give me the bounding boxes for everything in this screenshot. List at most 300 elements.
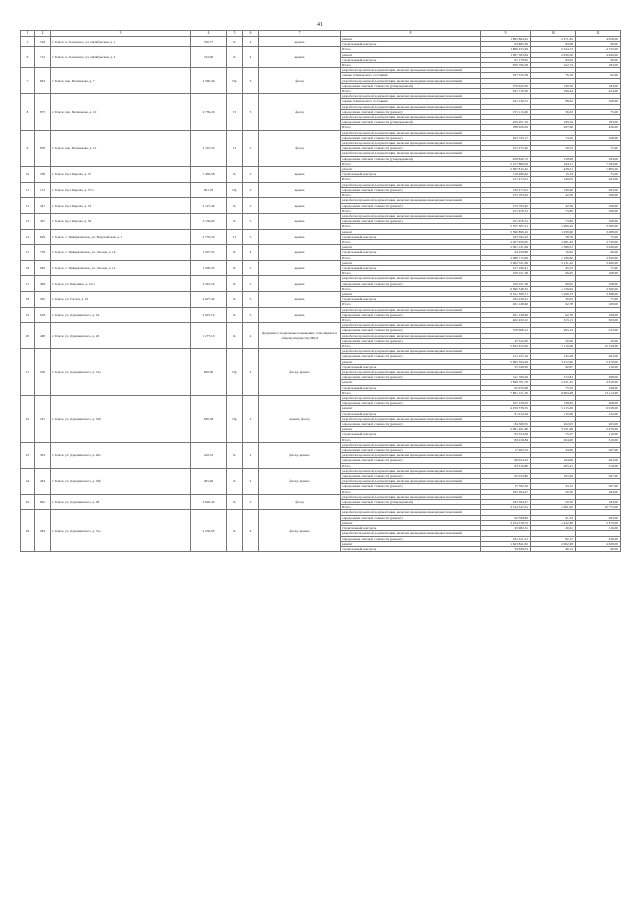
work-description: определение сметной стоимости (ремонт) — [341, 281, 481, 286]
table-body — [21, 31, 621, 552]
cost-per-sqm: 315,13 — [531, 317, 576, 322]
repair-type: фасад — [259, 68, 341, 94]
work-description: ремонт — [341, 380, 481, 385]
object-id: 264 — [35, 468, 51, 494]
row-number: 9 — [21, 130, 35, 166]
object-id: 663 — [35, 68, 51, 94]
area: 1 297,50 — [191, 245, 227, 261]
cost-per-sqm: 92,78 — [531, 302, 576, 307]
object-id: 949 — [35, 260, 51, 276]
cost-per-sqm: 2 062,98 — [531, 541, 576, 546]
cost-total: 459 201,16 — [481, 120, 531, 125]
work-description: Итого — [341, 489, 481, 494]
cost-total: 45 982,31 — [481, 526, 531, 531]
work-description: разработка проектной документации, включая проведение инженерных изысканий — [341, 130, 481, 135]
row-number: 11 — [21, 182, 35, 198]
floors: 5 — [243, 198, 259, 214]
wall-material: К — [227, 47, 243, 68]
cost-per-sqm: 295,13 — [531, 328, 576, 333]
work-description: определение сметной стоимости (ремонт) — [341, 458, 481, 463]
cost-total: 92 598,83 — [481, 515, 531, 520]
object-id: 565 — [35, 291, 51, 307]
cost-total: 127 473,01 — [481, 177, 531, 182]
object-id: 629 — [35, 229, 51, 245]
wall-material: П — [227, 229, 243, 245]
work-description: разработка проектной документации, включая проведение инженерных изысканий — [341, 323, 481, 328]
work-description: разработка проектной документации, включая проведение инженерных изысканий — [341, 276, 481, 281]
cost-per-sqm: 205,21 — [531, 463, 576, 468]
cost-total: 120 473,01 — [481, 187, 531, 192]
cost-per-sqm: 1 939,60 — [531, 229, 576, 234]
work-description: определение сметной стоимости (ремонт) — [341, 338, 481, 343]
work-description: разработка проектной документации, включая проведение инженерных изысканий — [341, 479, 481, 484]
work-description: ремонт — [341, 167, 481, 172]
work-description: Итого — [341, 224, 481, 229]
work-description: определение сметной стоимости (утвержденной) — [341, 83, 481, 88]
row-number: 7 — [21, 68, 35, 94]
object-id: 918 — [35, 307, 51, 323]
address: г. Томск, пер. Батенькова, д. 7 — [51, 68, 191, 94]
cost-total: 65 554,80 — [481, 474, 531, 479]
work-description: определение сметной стоимости (ремонт) — [341, 203, 481, 208]
cost-limit: 267,00 — [576, 484, 621, 489]
cost-limit: 563,00 — [576, 317, 621, 322]
work-description: Итого — [341, 271, 481, 276]
cost-limit: 3 460,00 — [576, 260, 621, 265]
cost-total: 402 450,12 — [481, 317, 531, 322]
row-number: 8 — [21, 94, 35, 130]
cost-total: 2 991 491,80 — [481, 427, 531, 432]
cost-per-sqm: 146,56 — [531, 83, 576, 88]
work-description: Итого — [341, 463, 481, 468]
object-id: 167 — [35, 396, 51, 443]
cost-limit: 6 918,00 — [576, 406, 621, 411]
cost-per-sqm: 90,05 — [531, 271, 576, 276]
area: 3 649,40 — [191, 494, 227, 510]
cost-per-sqm: 7 110,99 — [531, 343, 576, 348]
work-description: строительный контроль — [341, 172, 481, 177]
repair-type: фасад — [259, 494, 341, 510]
cost-limit: 168,00 — [576, 281, 621, 286]
cost-total: 1 907 383,84 — [481, 52, 531, 57]
floors: 5 — [243, 276, 259, 292]
cost-limit: 5 479,00 — [576, 359, 621, 364]
cost-limit: 424,00 — [576, 89, 621, 94]
cost-limit: 263,00 — [576, 354, 621, 359]
wall-material: К — [227, 37, 243, 47]
cost-total: 2 097 815,42 — [481, 167, 531, 172]
work-description: ремонт — [341, 359, 481, 364]
address: г. Томск, пр-т Кирова, д. 56 — [51, 213, 191, 229]
cost-total: 458 840,72 — [481, 156, 531, 161]
cost-limit: 148,00 — [576, 385, 621, 390]
cost-total: 5 557 307,21 — [481, 224, 531, 229]
address: г. Томск, ул. Гоголя, д. 43 — [51, 291, 191, 307]
cost-per-sqm: 2 639,50 — [531, 52, 576, 57]
cost-total: 84 308,55 — [481, 422, 531, 427]
cost-total: 155 275,40 — [481, 146, 531, 151]
cost-per-sqm: 2 524,13 — [531, 47, 576, 52]
repair-type: фундамент; подвальные помещения, относящиеся к общему имуществу МКД — [259, 323, 341, 349]
column-number: 3 — [51, 31, 191, 37]
floors: 5 — [243, 94, 259, 130]
address: г. Томск, пр-т Кирова, д. 37/1 — [51, 182, 191, 198]
cost-total: 261 148,96 — [481, 312, 531, 317]
page-number: 41 — [317, 22, 323, 28]
cost-limit: 3 560,00 — [576, 286, 621, 291]
row-number: 24 — [21, 468, 35, 494]
row-number: 21 — [21, 349, 35, 396]
cost-limit: 116,00 — [576, 364, 621, 369]
row-number: 19 — [21, 307, 35, 323]
work-description: разработка проектной документации, включая проведение инженерных изысканий — [341, 531, 481, 536]
cost-total: 5 832 425,00 — [481, 343, 531, 348]
cost-total: 197 335,38 — [481, 73, 531, 78]
cost-per-sqm: 70,62 — [531, 250, 576, 255]
cost-limit: 263,00 — [576, 458, 621, 463]
wall-material: К — [227, 245, 243, 261]
work-description: разработка проектной документации, включая проведение инженерных изысканий — [341, 349, 481, 354]
cost-total: 5 605 394,29 — [481, 359, 531, 364]
cost-limit: 99,00 — [576, 42, 621, 47]
floors: 5 — [243, 494, 259, 510]
cost-total: 788 209,29 — [481, 125, 531, 130]
work-description: Итого — [341, 390, 481, 395]
object-id: 398 — [35, 276, 51, 292]
cost-total: 1 895 864,45 — [481, 37, 531, 42]
cost-limit: 267,00 — [576, 448, 621, 453]
cost-total: 2 962 521,69 — [481, 260, 531, 265]
cost-total: 17 962,52 — [481, 448, 531, 453]
cost-per-sqm: 20,00 — [531, 338, 576, 343]
floors: 2 — [243, 468, 259, 494]
work-description: ремонт — [341, 427, 481, 432]
work-description: разработка проектной документации, включая проведение инженерных изысканий — [341, 494, 481, 499]
cost-per-sqm: 20,61 — [531, 526, 576, 531]
work-description: Итого — [341, 208, 481, 213]
cost-limit: 168,00 — [576, 135, 621, 140]
work-description: определение сметной стоимости (ремонт) — [341, 484, 481, 489]
cost-total: 17 582,50 — [481, 484, 531, 489]
wall-material: Пр — [227, 182, 243, 198]
floors: 4 — [243, 47, 259, 68]
area: 405,60 — [191, 468, 227, 494]
area: 3 136,00 — [191, 213, 227, 229]
cost-per-sqm: 84,63 — [531, 57, 576, 62]
area: 2 590,46 — [191, 68, 227, 94]
cost-total: 63 885,36 — [481, 42, 531, 47]
cost-limit: 510,00 — [576, 463, 621, 468]
cost-per-sqm: 2 131,22 — [531, 260, 576, 265]
cost-per-sqm: 39,93 — [531, 297, 576, 302]
work-description: ремонт — [341, 37, 481, 42]
cost-per-sqm: 169,34 — [531, 120, 576, 125]
cost-limit: 75,00 — [576, 234, 621, 239]
area: 7 469,58 — [191, 167, 227, 183]
row-number: 16 — [21, 260, 35, 276]
row-number: 12 — [21, 198, 35, 214]
work-description: разработка проектной документации, включая проведение инженерных изысканий — [341, 141, 481, 146]
cost-total: 100 011,58 — [481, 281, 531, 286]
cost-per-sqm: 82,13 — [531, 536, 576, 541]
cost-limit: 4 626,00 — [576, 52, 621, 57]
area: 2 925,10 — [191, 307, 227, 323]
row-number: 14 — [21, 229, 35, 245]
cost-per-sqm: 1 299,13 — [531, 291, 576, 296]
wall-material: К — [227, 291, 243, 307]
object-id: 692 — [35, 494, 51, 510]
cost-limit: 7 394,00 — [576, 161, 621, 166]
address: г. Томск, ул. Дзержинского, д. 24 — [51, 307, 191, 323]
cost-limit: 4 028,00 — [576, 37, 621, 42]
register-table-container — [20, 30, 620, 552]
object-id: 256 — [35, 349, 51, 396]
cost-per-sqm: 56,63 — [531, 109, 576, 114]
cost-total: 55 549,00 — [481, 364, 531, 369]
cost-per-sqm: 145,28 — [531, 354, 576, 359]
cost-limit: 168,00 — [576, 99, 621, 104]
row-number: 25 — [21, 494, 35, 510]
object-id: 739 — [35, 245, 51, 261]
object-id: 338 — [35, 167, 51, 183]
cost-total: 91 912,29 — [481, 411, 531, 416]
floors: 4 — [243, 245, 259, 261]
work-description: строительный контроль — [341, 42, 481, 47]
area: 2 779,50 — [191, 229, 227, 245]
cost-per-sqm: 46,13 — [531, 546, 576, 551]
work-description: Итого — [341, 302, 481, 307]
cost-limit: 236,00 — [576, 536, 621, 541]
work-description: определение сметной стоимости (ремонт) — [341, 109, 481, 114]
cost-per-sqm: 1 159,93 — [531, 286, 576, 291]
repair-type: фасад; крыша — [259, 468, 341, 494]
work-description: строительный контроль — [341, 57, 481, 62]
cost-total: 1 623 841,65 — [481, 541, 531, 546]
work-description: строительный контроль — [341, 250, 481, 255]
address: г. Томск, с. Тимирязевское, ул. Водопойская, д. 1 — [51, 229, 191, 245]
work-description: Итого — [341, 63, 481, 68]
repair-type: крыша — [259, 291, 341, 307]
column-number: 9 — [481, 31, 531, 37]
cost-per-sqm: 74,20 — [531, 135, 576, 140]
wall-material: К — [227, 468, 243, 494]
address: г. Томск, п. Зональное, ул. Октябрьская, д. 2 — [51, 47, 191, 68]
wall-material: Пр — [227, 68, 243, 94]
cost-per-sqm: 146,03 — [531, 177, 576, 182]
wall-material: П — [227, 130, 243, 166]
cost-limit: 3 620,00 — [576, 255, 621, 260]
cost-limit: 268,00 — [576, 375, 621, 380]
work-description: определение сметной стоимости (ремонт) — [341, 474, 481, 479]
floors: 5 — [243, 213, 259, 229]
work-description: ремонт — [341, 520, 481, 525]
cost-per-sqm: 2 471,65 — [531, 37, 576, 42]
cost-total: 155 793,62 — [481, 203, 531, 208]
object-id: 303 — [35, 442, 51, 468]
cost-limit: 168,00 — [576, 312, 621, 317]
work-description: разработка проектной документации, включая проведение инженерных изысканий — [341, 468, 481, 473]
repair-type: фасад; крыша — [259, 442, 341, 468]
cost-per-sqm: 102,93 — [531, 422, 576, 427]
cost-limit: 4 918,00 — [576, 380, 621, 385]
work-description: строительный контроль — [341, 297, 481, 302]
cost-total: 107 159,05 — [481, 401, 531, 406]
cost-limit: 3 628,00 — [576, 245, 621, 250]
floors: 4 — [243, 323, 259, 349]
cost-limit: 5 479,00 — [576, 520, 621, 525]
work-description: Итого — [341, 343, 481, 348]
cost-total: 876 790,28 — [481, 63, 531, 68]
repair-type: крыша — [259, 47, 341, 68]
floors: 5 — [243, 307, 259, 323]
cost-total: 61 178,65 — [481, 57, 531, 62]
work-description: строительный контроль — [341, 364, 481, 369]
cost-total: 116 480,62 — [481, 172, 531, 177]
work-description: строительный контроль — [341, 526, 481, 531]
cost-total: 155 115,60 — [481, 109, 531, 114]
address: г. Томск, ул. Дзержинского, д. 38 — [51, 494, 191, 510]
repair-type: фасад; крыша — [259, 510, 341, 552]
work-description: определение сметной стоимости (ремонт) — [341, 354, 481, 359]
cost-limit: 168,00 — [576, 208, 621, 213]
wall-material: П — [227, 94, 243, 130]
address: г. Томск, ул. Дзержинского, д. 51а — [51, 510, 191, 552]
cost-per-sqm: 3 531,98 — [531, 427, 576, 432]
cost-limit: 12 139,00 — [576, 343, 621, 348]
cost-total: 1 849 791,79 — [481, 380, 531, 385]
area: 760,77 — [191, 37, 227, 47]
area: 3 127,49 — [191, 198, 227, 214]
address: г. Томск, п. Зональное, ул. Октябрьская, д. 1 — [51, 37, 191, 47]
cost-limit: 13 114,00 — [576, 390, 621, 395]
address: г. Томск, ул. Бакунина, д. 21/1 — [51, 276, 191, 292]
work-description: определение сметной стоимости (ремонт) — [341, 312, 481, 317]
area: 3 342,50 — [191, 276, 227, 292]
floors: 5 — [243, 130, 259, 166]
cost-total: 3 254 318,72 — [481, 520, 531, 525]
row-number: 22 — [21, 396, 35, 443]
cost-limit: 99,00 — [576, 250, 621, 255]
column-number: 6 — [243, 31, 259, 37]
cost-per-sqm: 146,60 — [531, 187, 576, 192]
cost-limit: 184,00 — [576, 500, 621, 505]
cost-limit: 5 479,00 — [576, 427, 621, 432]
floors: 2 — [243, 349, 259, 396]
cost-per-sqm: 15,54 — [531, 172, 576, 177]
cost-limit: 1 895,00 — [576, 167, 621, 172]
row-number: 23 — [21, 442, 35, 468]
cost-total: 379 643,50 — [481, 83, 531, 88]
cost-per-sqm: 73,85 — [531, 208, 576, 213]
object-id: 367 — [35, 213, 51, 229]
cost-limit: 426,00 — [576, 125, 621, 130]
work-description: ремонт — [341, 245, 481, 250]
cost-per-sqm: 44,00 — [531, 448, 576, 453]
area: 4 627,40 — [191, 291, 227, 307]
cost-total: 62 970,68 — [481, 385, 531, 390]
work-description: разработка проектной документации, включая проведение инженерных изысканий — [341, 78, 481, 83]
cost-limit: 142,00 — [576, 411, 621, 416]
work-description: ремонт — [341, 406, 481, 411]
address: г. Томск, пр-т Кирова, д. 53 — [51, 198, 191, 214]
work-description: ремонт — [341, 291, 481, 296]
cost-per-sqm: 1 166,82 — [531, 255, 576, 260]
cost-per-sqm: 75,35 — [531, 385, 576, 390]
cost-per-sqm: 90,05 — [531, 281, 576, 286]
cost-per-sqm: 83,68 — [531, 42, 576, 47]
cost-limit: 3 488,00 — [576, 291, 621, 296]
cost-per-sqm: 444,11 — [531, 161, 576, 166]
cost-limit: 184,00 — [576, 489, 621, 494]
wall-material: К — [227, 442, 243, 468]
address: г. Томск, ул. Дзержинского, д. 40а — [51, 442, 191, 468]
cost-total: 183 394,47 — [481, 489, 531, 494]
cost-per-sqm: 2 251,25 — [531, 380, 576, 385]
cost-total: 251 676,31 — [481, 219, 531, 224]
row-number: 6 — [21, 47, 35, 68]
cost-total: 2 217 880,04 — [481, 161, 531, 166]
floors: 5 — [243, 167, 259, 183]
cost-total: 94 228,86 — [481, 250, 531, 255]
work-description: определение сметной стоимости (утвержденной) — [341, 156, 481, 161]
cost-limit: 75,00 — [576, 109, 621, 114]
wall-material: К — [227, 323, 243, 349]
work-description: определение сметной стоимости (ремонт) — [341, 328, 481, 333]
cost-per-sqm: 161,62 — [531, 474, 576, 479]
cost-limit: 4 628,00 — [576, 541, 621, 546]
work-description: строительный контроль — [341, 385, 481, 390]
repair-type: крыша — [259, 198, 341, 214]
work-description: определение сметной стоимости (ремонт) — [341, 146, 481, 151]
cost-total: 5 390 896,16 — [481, 229, 531, 234]
work-description: Итого — [341, 177, 481, 182]
cost-limit: 263,00 — [576, 177, 621, 182]
work-description: разработка проектной документации, включая проведение инженерных изысканий — [341, 182, 481, 187]
cost-limit: 268,00 — [576, 401, 621, 406]
cost-limit: 3 560,00 — [576, 224, 621, 229]
work-description: Итого — [341, 47, 481, 52]
cost-per-sqm: 204,00 — [531, 437, 576, 442]
area: 2 745,50 — [191, 130, 227, 166]
work-description: разработка проектной документации, включая проведение инженерных изысканий — [341, 104, 481, 109]
cost-per-sqm: 196,44 — [531, 89, 576, 94]
row-number: 15 — [21, 245, 35, 261]
cost-total: 155 793,62 — [481, 193, 531, 198]
repair-type: крыша — [259, 260, 341, 276]
work-description: строительный контроль — [341, 234, 481, 239]
column-number: 7 — [259, 31, 341, 37]
cost-limit: 184,00 — [576, 83, 621, 88]
work-description: Итого — [341, 505, 481, 510]
work-description: определение сметной стоимости (ремонт) — [341, 422, 481, 427]
object-id: 408 — [35, 323, 51, 349]
repair-type: крыша — [259, 37, 341, 47]
cost-total: 63 354,39 — [481, 432, 531, 437]
work-description: определение сметной стоимости (ремонт) — [341, 515, 481, 520]
work-description: Итого — [341, 286, 481, 291]
column-number: 1 — [21, 31, 35, 37]
area: 820,00 — [191, 349, 227, 396]
work-description: разработка проектной документации, включая проведение инженерных изысканий — [341, 198, 481, 203]
cost-limit: 184,00 — [576, 120, 621, 125]
cost-per-sqm: 222,74 — [531, 63, 576, 68]
wall-material: К — [227, 307, 243, 323]
cost-per-sqm: 45,33 — [531, 265, 576, 270]
cost-per-sqm: 428,51 — [531, 167, 576, 172]
work-description: Итого — [341, 239, 481, 244]
cost-per-sqm: 164,00 — [531, 458, 576, 463]
object-id: 878 — [35, 130, 51, 166]
